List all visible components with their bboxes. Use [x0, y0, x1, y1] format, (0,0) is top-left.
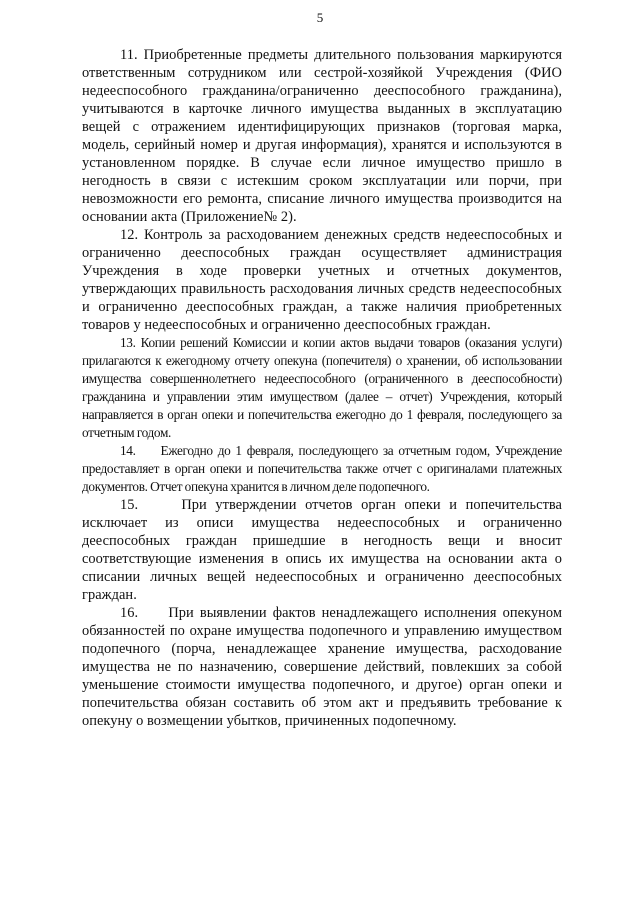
paragraph-11: 11. Приобретенные предметы длительного пользования маркируются ответственным сотрудником или сестрой-хозяйкой Учреждения (ФИО недееспособного гражданина/ограниченно дееспособного гражданина), учитываются в карточке личного имущества выданных в эксплуатацию вещей с отражением идентифицирующих признаков (торговая марка, модель, серийный номер и другая информация), хранятся и используются в установленном порядке. В случае если личное имущество пришло в негодность в связи с истекшим сроком эксплуатации или порчи, при невозможности его ремонта, списание личного имущества производится на основании акта (Приложение№ 2).: [82, 47, 562, 225]
paragraph-13: 13. Копии решений Комиссии и копии актов выдачи товаров (оказания услуги) прилагаются к ежегодному отчету опекуна (попечителя) о хранении, об использовании имущества совершеннолетнего недееспособного (ограниченного в дееспособности) гражданина и управлении этим имуществом (далее – отчет) Учреждения, который направляется в орган опеки и попечительства ежегодно до 1 февраля, последующего за отчетным годом.: [82, 335, 562, 440]
paragraph-14: 14. Ежегодно до 1 февраля, последующего за отчетным годом, Учреждение предоставляет в орган опеки и попечительства также отчет с оригиналами платежных документов. Отчет опекуна хранится в личном деле подопечного.: [82, 443, 565, 494]
paragraph-12: 12. Контроль за расходованием денежных средств недееспособных и ограниченно дееспособных граждан осуществляет администрация Учреждения в ходе проверки учетных и отчетных документов, утверждающих правильность расходования личных средств недееспособных и ограниченно дееспособных граждан, а также наличия приобретенных товаров у недееспособных и ограниченно дееспособных граждан.: [82, 227, 562, 333]
document-body: [82, 46, 566, 730]
paragraph-16: 16. При выявлении фактов ненадлежащего исполнения опекуном обязанностей по охране имущества подопечного и управлению имуществом подопечного (порча, ненадлежащее хранение имущества, расходование имущества не по назначению, совершение действий, повлекших за собой уменьшение стоимости имущества подопечного, и другое) орган опеки и попечительства обязан составить об этом акт и предъявить требование к опекуну о возмещении убытков, причиненных подопечному.: [82, 605, 566, 729]
paragraph-15: 15. При утверждении отчетов орган опеки и попечительства исключает из описи имущества недееспособных и ограниченно дееспособных граждан пришедшие в негодность вещи и вносит соответствующие изменения в опись их имущества на основании акта о списании личных вещей недееспособных и ограниченно дееспособных граждан.: [82, 497, 566, 603]
page-number: 5: [316, 10, 324, 25]
